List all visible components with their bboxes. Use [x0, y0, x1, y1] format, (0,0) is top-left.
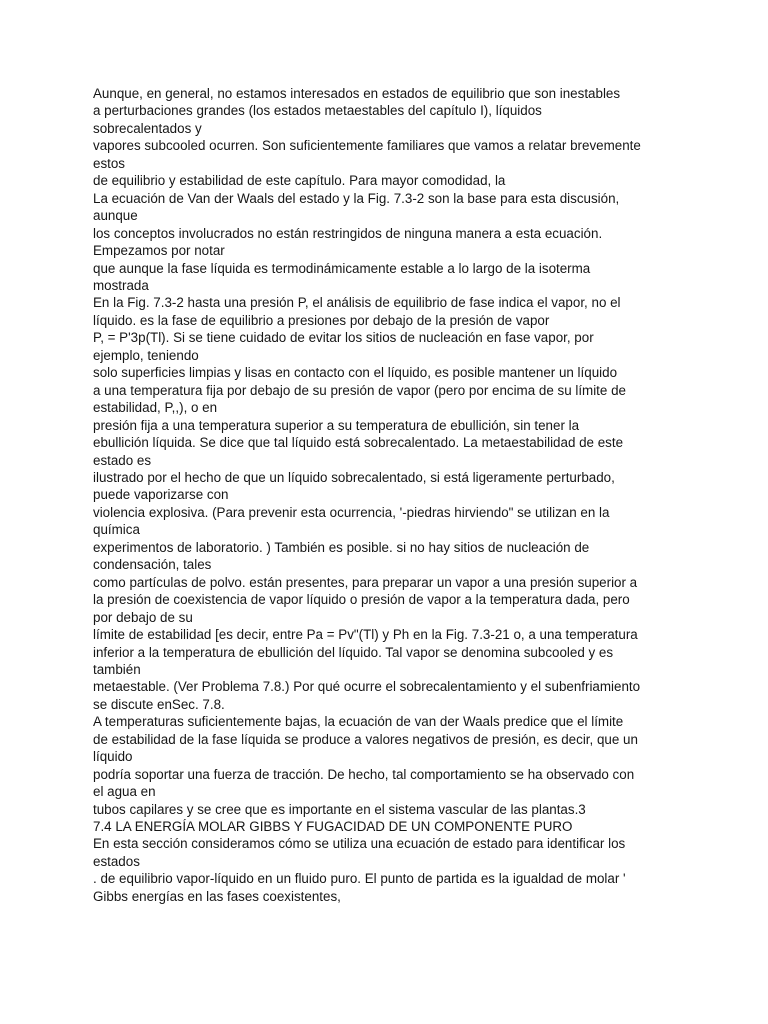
text-line: La ecuación de Van der Waals del estado y la Fig. 7.3-2 son la base para esta discusión, — [93, 190, 620, 206]
text-line: tubos capilares y se cree que es importante en el sistema vascular de las plantas.3 — [93, 801, 586, 817]
text-line: estos — [93, 155, 126, 171]
text-line: a una temperatura fija por debajo de su presión de vapor (pero por encima de su límite de — [93, 382, 626, 398]
text-line: P, = P'3p(Tl). Si se tiene cuidado de evitar los sitios de nucleación en fase vapor, por — [93, 330, 594, 346]
text-line: también — [93, 661, 141, 677]
text-line: estados — [93, 853, 140, 869]
text-line: los conceptos involucrados no están restringidos de ninguna manera a esta ecuación. — [93, 225, 603, 241]
text-line: En esta sección consideramos cómo se utiliza una ecuación de estado para identificar los — [93, 836, 626, 852]
text-line: a perturbaciones grandes (los estados metaestables del capítulo I), líquidos — [93, 103, 542, 119]
text-line: ebullición líquida. Se dice que tal líquido está sobrecalentado. La metaestabilidad de este — [93, 435, 624, 451]
text-line: metaestable. (Ver Problema 7.8.) Por qué ocurre el sobrecalentamiento y el subenfriamiento — [93, 679, 641, 695]
text-line: estado es — [93, 452, 152, 468]
text-line: Gibbs energías en las fases coexistentes, — [93, 888, 341, 904]
text-line: violencia explosiva. (Para prevenir esta ocurrencia, '-piedras hirviendo" se utilizan en la — [93, 504, 610, 520]
text-line: Aunque, en general, no estamos interesados en estados de equilibrio que son inestables — [93, 86, 621, 101]
text-line: por debajo de su — [93, 609, 193, 625]
text-line: presión fija a una temperatura superior a su temperatura de ebullición, sin tener la — [93, 417, 580, 433]
text-line: 7.4 LA ENERGÍA MOLAR GIBBS Y FUGACIDAD DE UN COMPONENTE PURO — [93, 819, 573, 835]
text-line: En la Fig. 7.3-2 hasta una presión P, el análisis de equilibrio de fase indica el vapor, no el — [93, 295, 621, 311]
text-line: como partículas de polvo. están presentes, para preparar un vapor a una presión superior a — [93, 574, 638, 590]
text-line: ejemplo, teniendo — [93, 347, 199, 363]
text-line: inferior a la temperatura de ebullición del líquido. Tal vapor se denomina subcooled y es — [93, 644, 614, 660]
text-line: aunque — [93, 208, 138, 224]
text-line: ilustrado por el hecho de que un líquido sobrecalentado, si está ligeramente perturbado, — [93, 469, 615, 485]
text-line: química — [93, 522, 140, 538]
text-line: de estabilidad de la fase líquida se produce a valores negativos de presión, es decir, que un — [93, 731, 638, 747]
text-line: A temperaturas suficientemente bajas, la ecuación de van der Waals predice que el límite — [93, 714, 624, 730]
text-line: experimentos de laboratorio. ) También es posible. si no hay sitios de nucleación de — [93, 539, 590, 555]
text-line: condensación, tales — [93, 557, 212, 573]
text-line: . de equilibrio vapor-líquido en un fluido puro. El punto de partida es la igualdad de molar ' — [93, 871, 626, 887]
text-line: puede vaporizarse con — [93, 487, 229, 503]
text-line: que aunque la fase líquida es termodinámicamente estable a lo largo de la isoterma — [93, 260, 591, 276]
text-line: mostrada — [93, 277, 149, 293]
text-line: límite de estabilidad [es decir, entre Pa = Pv"(Tl) y Ph en la Fig. 7.3-21 o, a una temperatura — [93, 627, 638, 643]
text-line: Empezamos por notar — [93, 243, 225, 259]
text-line: solo superficies limpias y lisas en contacto con el líquido, es posible mantener un líquido — [93, 365, 618, 381]
document-page — [93, 85, 727, 905]
text-line: sobrecalentados y — [93, 120, 202, 136]
text-line: de equilibrio y estabilidad de este capítulo. Para mayor comodidad, la — [93, 173, 506, 189]
text-line: líquido — [93, 749, 133, 765]
text-line: podría soportar una fuerza de tracción. De hecho, tal comportamiento se ha observado con — [93, 766, 635, 782]
text-line: la presión de coexistencia de vapor líquido o presión de vapor a la temperatura dada, pero — [93, 592, 630, 608]
text-line: líquido. es la fase de equilibrio a presiones por debajo de la presión de vapor — [93, 312, 550, 328]
text-line: estabilidad, P,,), o en — [93, 400, 218, 416]
text-line: el agua en — [93, 784, 156, 800]
text-line: se discute enSec. 7.8. — [93, 696, 225, 712]
text-line: vapores subcooled ocurren. Son suficientemente familiares que vamos a relatar brevemente — [93, 138, 641, 154]
